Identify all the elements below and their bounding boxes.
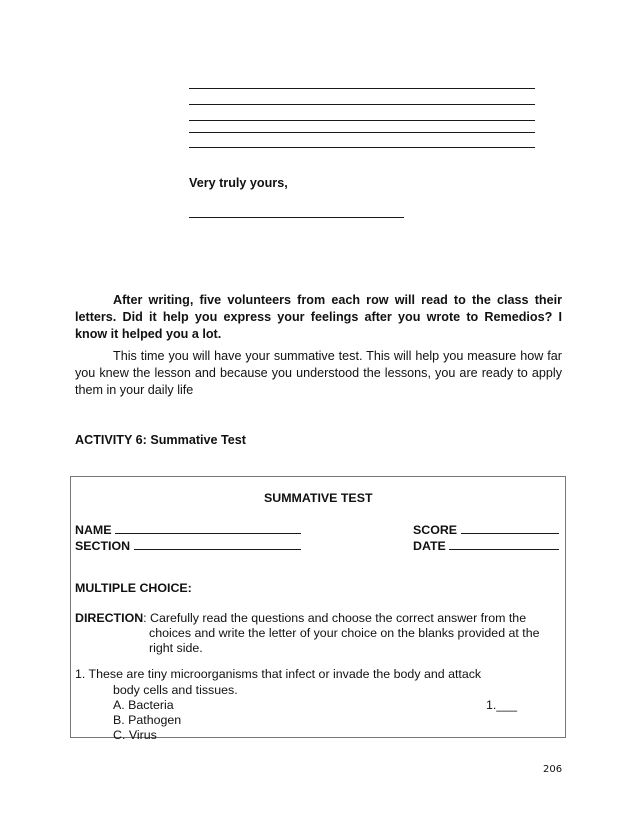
page-number: 206: [543, 764, 563, 775]
direction-line-1: [75, 611, 526, 625]
paragraph-summative-intro: This time you will have your summative test. This will help you measure how far you knew the lesson and because you understood the lessons, you are ready to apply them in your daily life: [75, 349, 562, 397]
name-blank[interactable]: [115, 522, 301, 534]
letter-line-1: [189, 88, 535, 89]
question-1-choice-c: C. Virus: [113, 728, 157, 742]
score-row: [413, 522, 559, 537]
section-row: [75, 538, 301, 553]
direction-label: DIRECTION: [75, 611, 144, 625]
multiple-choice-heading: MULTIPLE CHOICE:: [75, 581, 192, 595]
test-title: SUMMATIVE TEST: [264, 491, 373, 505]
letter-line-4: [189, 132, 535, 133]
score-blank[interactable]: [461, 522, 559, 534]
letter-closing: Very truly yours,: [189, 176, 288, 190]
question-1-choice-a: A. Bacteria: [113, 698, 174, 712]
name-label: NAME: [75, 523, 112, 537]
question-1-answer-blank[interactable]: 1.___: [486, 698, 518, 712]
letter-line-3: [189, 120, 535, 121]
date-blank[interactable]: [449, 538, 559, 550]
direction-text-1: : Carefully read the questions and choose the correct answer from the: [143, 611, 527, 625]
paragraph-after-writing: After writing, five volunteers from each row will read to the class their letters. Did it help you express your feelings after you wrote to Remedios? I know it helped you a lot.: [75, 293, 562, 341]
question-1-text-1: 1. These are tiny microorganisms that infect or invade the body and attack: [75, 667, 482, 681]
direction-text-3: right side.: [149, 641, 203, 655]
date-row: [413, 538, 559, 553]
section-blank[interactable]: [134, 538, 301, 550]
score-label: SCORE: [413, 523, 458, 537]
letter-line-5: [189, 147, 535, 148]
signature-line: [189, 217, 404, 218]
question-1-text-2: body cells and tissues.: [113, 683, 238, 697]
activity-heading: ACTIVITY 6: Summative Test: [75, 433, 246, 447]
letter-line-2: [189, 104, 535, 105]
section-label: SECTION: [75, 539, 131, 553]
question-1-choice-b: B. Pathogen: [113, 713, 182, 727]
direction-text-2: choices and write the letter of your choice on the blanks provided at the: [149, 626, 540, 640]
name-row: [75, 522, 301, 537]
date-label: DATE: [413, 539, 446, 553]
